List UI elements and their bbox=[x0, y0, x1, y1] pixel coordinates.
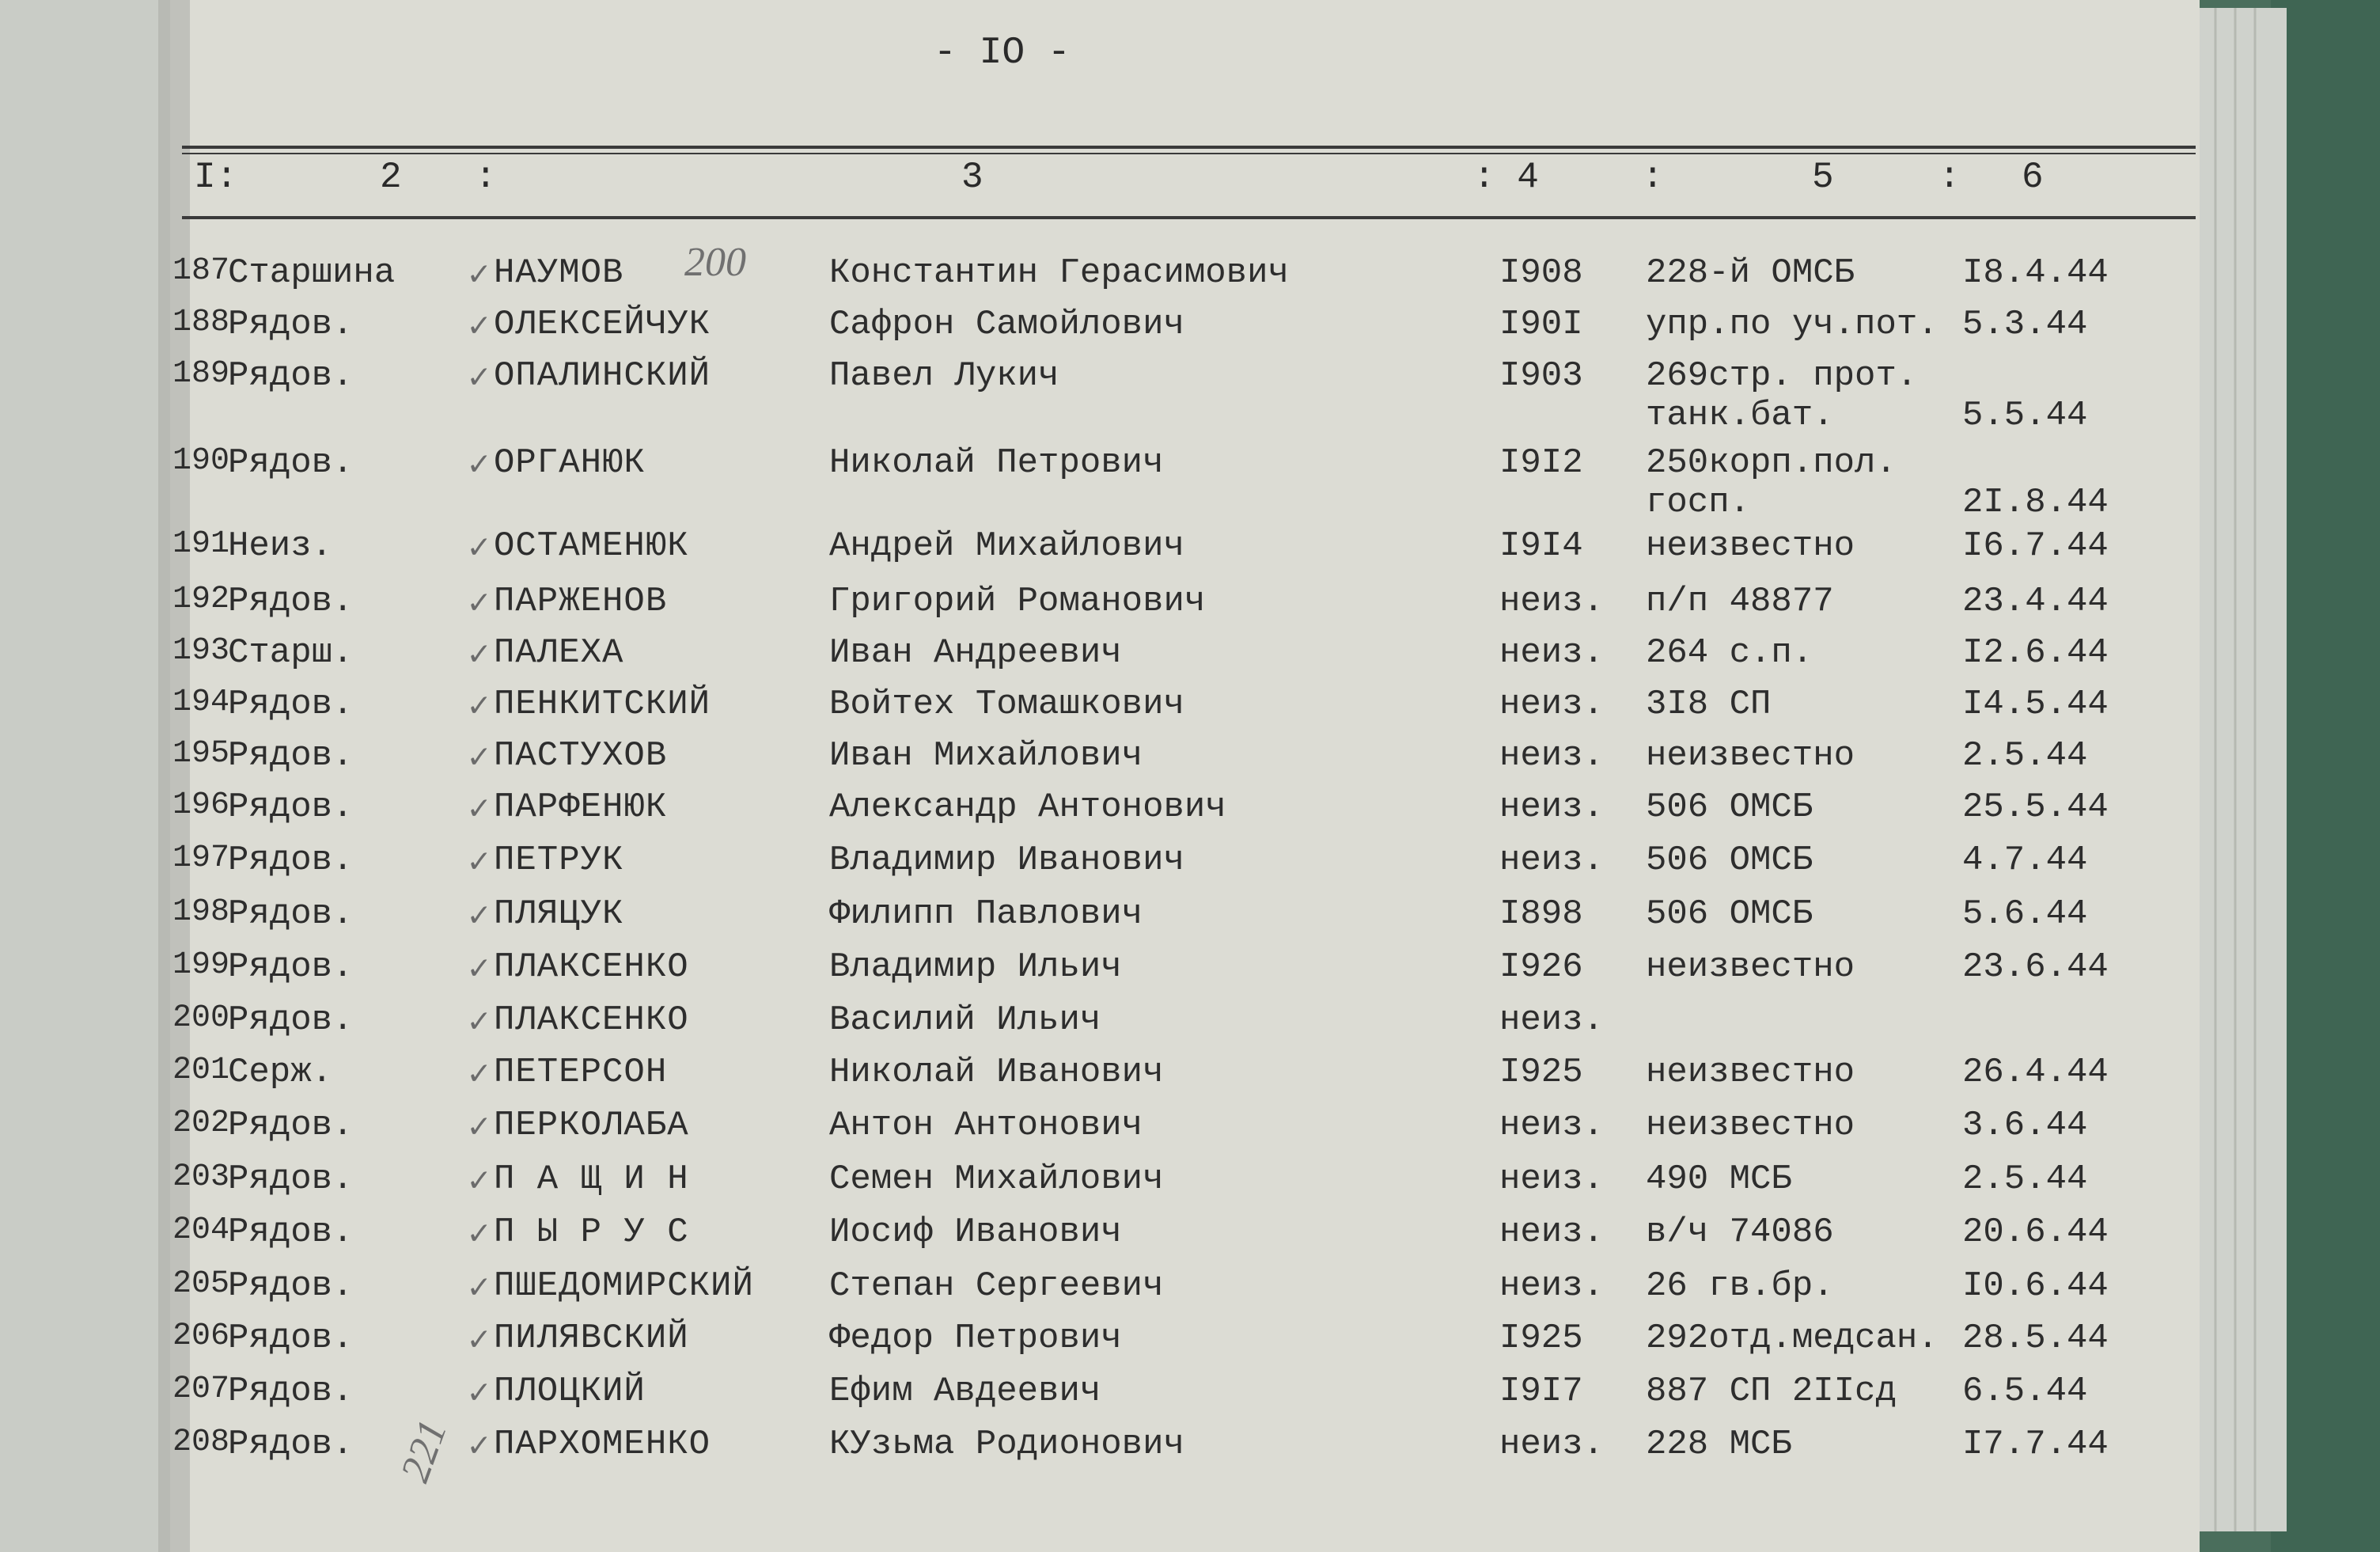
table-row bbox=[0, 736, 2215, 791]
checkmark-icon: ✓ bbox=[468, 308, 490, 347]
checkmark-icon: ✓ bbox=[468, 688, 490, 727]
date-cell: 2.5.44 bbox=[1962, 736, 2088, 776]
birth-year-cell: неиз. bbox=[1499, 1106, 1605, 1145]
table-row bbox=[0, 1319, 2215, 1374]
birth-year-cell: неиз. bbox=[1499, 1212, 1605, 1252]
table-row bbox=[0, 526, 2215, 582]
rank-cell: Рядов. bbox=[228, 1372, 354, 1411]
table-row bbox=[0, 947, 2215, 1003]
rank-cell: Рядов. bbox=[228, 787, 354, 827]
handwritten-note-bottom: 221 bbox=[392, 1414, 457, 1488]
record-number: 188 bbox=[172, 305, 230, 340]
record-number: 198 bbox=[172, 894, 230, 930]
rank-cell: Рядов. bbox=[228, 443, 354, 483]
unit-cell: 887 СП 2IIсд bbox=[1646, 1372, 1897, 1411]
unit-cell: 506 ОМСБ bbox=[1646, 894, 1813, 934]
unit-cell: в/ч 74086 bbox=[1646, 1212, 1834, 1252]
checkmark-icon: ✓ bbox=[468, 1216, 490, 1255]
record-number: 194 bbox=[172, 685, 230, 720]
unit-cell: неизвестно bbox=[1646, 1053, 1855, 1092]
date-cell: 26.4.44 bbox=[1962, 1053, 2109, 1092]
rank-cell: Серж. bbox=[228, 1053, 333, 1092]
record-number: 196 bbox=[172, 787, 230, 823]
birth-year-cell: I9I4 bbox=[1499, 526, 1583, 566]
table-row bbox=[0, 1425, 2215, 1480]
rank-cell: Рядов. bbox=[228, 1319, 354, 1358]
surname-cell: ПЛАКСЕНКО bbox=[494, 1000, 689, 1040]
checkmark-icon: ✓ bbox=[468, 256, 490, 296]
checkmark-icon: ✓ bbox=[468, 1375, 490, 1414]
record-number: 199 bbox=[172, 947, 230, 983]
birth-year-cell: I925 bbox=[1499, 1053, 1583, 1092]
record-number: 205 bbox=[172, 1266, 230, 1302]
record-number: 206 bbox=[172, 1319, 230, 1354]
column-header-separator: : bbox=[475, 157, 497, 198]
birth-year-cell: I898 bbox=[1499, 894, 1583, 934]
column-header-5: 5 bbox=[1812, 157, 1834, 198]
rank-cell: Рядов. bbox=[228, 841, 354, 880]
surname-cell: ОПАЛИНСКИЙ bbox=[494, 356, 711, 396]
date-cell: 2.5.44 bbox=[1962, 1159, 2088, 1199]
birth-year-cell: I908 bbox=[1499, 253, 1583, 293]
surname-cell: ПЕРКОЛАБА bbox=[494, 1106, 689, 1145]
rank-cell: Рядов. bbox=[228, 1000, 354, 1040]
surname-cell: ОСТАМЕНЮК bbox=[494, 526, 689, 566]
record-number: 187 bbox=[172, 253, 230, 289]
unit-cell: 490 МСБ bbox=[1646, 1159, 1792, 1199]
birth-year-cell: I9I7 bbox=[1499, 1372, 1583, 1411]
date-cell: 5.3.44 bbox=[1962, 305, 2088, 344]
unit-cell: 228 МСБ bbox=[1646, 1425, 1792, 1464]
birth-year-cell: неиз. bbox=[1499, 1425, 1605, 1464]
checkmark-icon: ✓ bbox=[468, 446, 490, 486]
surname-cell: ПЛЯЦУК bbox=[494, 894, 624, 934]
date-cell: I0.6.44 bbox=[1962, 1266, 2109, 1306]
given-name-cell: Николай Иванович bbox=[829, 1053, 1164, 1092]
checkmark-icon: ✓ bbox=[468, 1269, 490, 1309]
birth-year-cell: неиз. bbox=[1499, 1266, 1605, 1306]
table-row bbox=[0, 356, 2215, 435]
surname-cell: ПЛОЦКИЙ bbox=[494, 1372, 646, 1411]
checkmark-icon: ✓ bbox=[468, 1322, 490, 1361]
record-number: 195 bbox=[172, 736, 230, 772]
given-name-cell: Степан Сергеевич bbox=[829, 1266, 1164, 1306]
date-cell: 2I.8.44 bbox=[1962, 483, 2109, 522]
surname-cell: ПАЛЕХА bbox=[494, 633, 624, 673]
given-name-cell: Семен Михайлович bbox=[829, 1159, 1164, 1199]
surname-cell: П А Щ И Н bbox=[494, 1159, 689, 1199]
unit-cell: неизвестно bbox=[1646, 526, 1855, 566]
table-row bbox=[0, 787, 2215, 843]
birth-year-cell: неиз. bbox=[1499, 1159, 1605, 1199]
given-name-cell: Николай Петрович bbox=[829, 443, 1164, 483]
date-cell: 3.6.44 bbox=[1962, 1106, 2088, 1145]
column-header-2: 2 bbox=[380, 157, 402, 198]
birth-year-cell: неиз. bbox=[1499, 787, 1605, 827]
checkmark-icon: ✓ bbox=[468, 1109, 490, 1148]
surname-cell: ПЕНКИТСКИЙ bbox=[494, 685, 711, 724]
surname-cell: ОЛЕКСЕЙЧУК bbox=[494, 305, 711, 344]
given-name-cell: Антон Антонович bbox=[829, 1106, 1143, 1145]
birth-year-cell: неиз. bbox=[1499, 736, 1605, 776]
surname-cell: ПАРЖЕНОВ bbox=[494, 582, 668, 621]
rank-cell: Рядов. bbox=[228, 685, 354, 724]
column-header-3: 3 bbox=[961, 157, 983, 198]
table-row bbox=[0, 633, 2215, 689]
handwritten-note-top: 200 bbox=[684, 240, 746, 285]
record-number: 202 bbox=[172, 1106, 230, 1141]
checkmark-icon: ✓ bbox=[468, 636, 490, 676]
table-row bbox=[0, 305, 2215, 360]
record-number: 189 bbox=[172, 356, 230, 392]
unit-cell: 250корп.пол. bbox=[1646, 443, 1897, 483]
date-cell: I6.7.44 bbox=[1962, 526, 2109, 566]
unit-cell: 228-й ОМСБ bbox=[1646, 253, 1855, 293]
given-name-cell: Владимир Ильич bbox=[829, 947, 1122, 987]
checkmark-icon: ✓ bbox=[468, 739, 490, 779]
birth-year-cell: I903 bbox=[1499, 356, 1583, 396]
table-row bbox=[0, 1053, 2215, 1108]
given-name-cell: Владимир Иванович bbox=[829, 841, 1184, 880]
date-cell: 25.5.44 bbox=[1962, 787, 2109, 827]
given-name-cell: Андрей Михайлович bbox=[829, 526, 1184, 566]
column-header-4: : 4 bbox=[1473, 157, 1539, 198]
rank-cell: Рядов. bbox=[228, 305, 354, 344]
unit-cell: 269стр. прот. bbox=[1646, 356, 1918, 396]
date-cell: I7.7.44 bbox=[1962, 1425, 2109, 1464]
unit-cell: упр.по уч.пот. bbox=[1646, 305, 1938, 344]
surname-cell: ПАРХОМЕНКО bbox=[494, 1425, 711, 1464]
column-header-6: 6 bbox=[2022, 157, 2044, 198]
rank-cell: Рядов. bbox=[228, 894, 354, 934]
record-number: 208 bbox=[172, 1425, 230, 1460]
rank-cell: Старшина bbox=[228, 253, 396, 293]
rank-cell: Старш. bbox=[228, 633, 354, 673]
date-cell: 4.7.44 bbox=[1962, 841, 2088, 880]
given-name-cell: КУзьма Родионович bbox=[829, 1425, 1184, 1464]
checkmark-icon: ✓ bbox=[468, 951, 490, 990]
surname-cell: ПШЕДОМИРСКИЙ bbox=[494, 1266, 754, 1306]
date-cell: I2.6.44 bbox=[1962, 633, 2109, 673]
given-name-cell: Константин Герасимович bbox=[829, 253, 1289, 293]
given-name-cell: Василий Ильич bbox=[829, 1000, 1101, 1040]
birth-year-cell: неиз. bbox=[1499, 633, 1605, 673]
date-cell: I8.4.44 bbox=[1962, 253, 2109, 293]
unit-cell: п/п 48877 bbox=[1646, 582, 1834, 621]
record-number: 197 bbox=[172, 841, 230, 876]
rank-cell: Рядов. bbox=[228, 1266, 354, 1306]
column-header-separator: : bbox=[1938, 157, 1961, 198]
table-row bbox=[0, 685, 2215, 740]
page-number: - IO - bbox=[934, 32, 1071, 74]
table-row bbox=[0, 443, 2215, 522]
given-name-cell: Сафрон Самойлович bbox=[829, 305, 1184, 344]
surname-cell: НАУМОВ bbox=[494, 253, 624, 293]
date-cell: 5.6.44 bbox=[1962, 894, 2088, 934]
birth-year-cell: I90I bbox=[1499, 305, 1583, 344]
record-number: 203 bbox=[172, 1159, 230, 1195]
rank-cell: Рядов. bbox=[228, 1106, 354, 1145]
record-number: 192 bbox=[172, 582, 230, 617]
column-header-1: I: bbox=[194, 157, 238, 198]
record-number: 207 bbox=[172, 1372, 230, 1407]
unit-cell: 506 ОМСБ bbox=[1646, 841, 1813, 880]
rank-cell: Рядов. bbox=[228, 1212, 354, 1252]
given-name-cell: Иосиф Иванович bbox=[829, 1212, 1122, 1252]
unit-cell: неизвестно bbox=[1646, 736, 1855, 776]
table-row bbox=[0, 582, 2215, 637]
date-cell: 23.6.44 bbox=[1962, 947, 2109, 987]
date-cell: I4.5.44 bbox=[1962, 685, 2109, 724]
rank-cell: Рядов. bbox=[228, 736, 354, 776]
date-cell: 28.5.44 bbox=[1962, 1319, 2109, 1358]
given-name-cell: Войтех Томашкович bbox=[829, 685, 1184, 724]
checkmark-icon: ✓ bbox=[468, 844, 490, 883]
surname-cell: П Ы Р У С bbox=[494, 1212, 689, 1252]
table-row bbox=[0, 894, 2215, 950]
rank-cell: Неиз. bbox=[228, 526, 333, 566]
rank-cell: Рядов. bbox=[228, 947, 354, 987]
given-name-cell: Иван Михайлович bbox=[829, 736, 1143, 776]
birth-year-cell: неиз. bbox=[1499, 582, 1605, 621]
unit-cell: неизвестно bbox=[1646, 947, 1855, 987]
surname-cell: ПЕТЕРСОН bbox=[494, 1053, 668, 1092]
unit-cell: 26 гв.бр. bbox=[1646, 1266, 1834, 1306]
date-cell: 6.5.44 bbox=[1962, 1372, 2088, 1411]
record-number: 193 bbox=[172, 633, 230, 669]
given-name-cell: Павел Лукич bbox=[829, 356, 1059, 396]
birth-year-cell: неиз. bbox=[1499, 685, 1605, 724]
unit-cell: 506 ОМСБ bbox=[1646, 787, 1813, 827]
surname-cell: ПАСТУХОВ bbox=[494, 736, 668, 776]
birth-year-cell: I926 bbox=[1499, 947, 1583, 987]
unit-cell: 292отд.медсан. bbox=[1646, 1319, 1938, 1358]
record-number: 190 bbox=[172, 443, 230, 479]
unit-cell: 264 с.п. bbox=[1646, 633, 1813, 673]
table-row bbox=[0, 1372, 2215, 1427]
given-name-cell: Александр Антонович bbox=[829, 787, 1226, 827]
unit-cell: 3I8 СП bbox=[1646, 685, 1772, 724]
checkmark-icon: ✓ bbox=[468, 1004, 490, 1043]
rank-cell: Рядов. bbox=[228, 356, 354, 396]
unit-cell-continuation: танк.бат. bbox=[1646, 396, 1834, 435]
record-number: 200 bbox=[172, 1000, 230, 1036]
table-row bbox=[0, 1212, 2215, 1268]
record-number: 191 bbox=[172, 526, 230, 562]
birth-year-cell: I925 bbox=[1499, 1319, 1583, 1358]
date-cell: 23.4.44 bbox=[1962, 582, 2109, 621]
surname-cell: ПАРФЕНЮК bbox=[494, 787, 668, 827]
table-row bbox=[0, 253, 2215, 309]
checkmark-icon: ✓ bbox=[468, 791, 490, 830]
checkmark-icon: ✓ bbox=[468, 529, 490, 569]
birth-year-cell: I9I2 bbox=[1499, 443, 1583, 483]
checkmark-icon: ✓ bbox=[468, 1428, 490, 1467]
date-cell: 20.6.44 bbox=[1962, 1212, 2109, 1252]
rank-cell: Рядов. bbox=[228, 582, 354, 621]
table-row bbox=[0, 1266, 2215, 1322]
birth-year-cell: неиз. bbox=[1499, 1000, 1605, 1040]
surname-cell: ПЛАКСЕНКО bbox=[494, 947, 689, 987]
given-name-cell: Ефим Авдеевич bbox=[829, 1372, 1101, 1411]
checkmark-icon: ✓ bbox=[468, 585, 490, 624]
given-name-cell: Григорий Романович bbox=[829, 582, 1206, 621]
surname-cell: ПИЛЯВСКИЙ bbox=[494, 1319, 689, 1358]
given-name-cell: Филипп Павлович bbox=[829, 894, 1143, 934]
surname-cell: ОРГАНЮК bbox=[494, 443, 646, 483]
checkmark-icon: ✓ bbox=[468, 1163, 490, 1202]
checkmark-icon: ✓ bbox=[468, 359, 490, 399]
unit-cell: неизвестно bbox=[1646, 1106, 1855, 1145]
given-name-cell: Федор Петрович bbox=[829, 1319, 1122, 1358]
surname-cell: ПЕТРУК bbox=[494, 841, 624, 880]
checkmark-icon: ✓ bbox=[468, 1056, 490, 1095]
birth-year-cell: неиз. bbox=[1499, 841, 1605, 880]
record-number: 201 bbox=[172, 1053, 230, 1088]
unit-cell-continuation: госп. bbox=[1646, 483, 1751, 522]
column-header-separator: : bbox=[1642, 157, 1664, 198]
rank-cell: Рядов. bbox=[228, 1425, 354, 1464]
table-row bbox=[0, 1000, 2215, 1056]
date-cell: 5.5.44 bbox=[1962, 396, 2088, 435]
given-name-cell: Иван Андреевич bbox=[829, 633, 1122, 673]
table-row bbox=[0, 841, 2215, 896]
record-number: 204 bbox=[172, 1212, 230, 1248]
table-row bbox=[0, 1159, 2215, 1215]
checkmark-icon: ✓ bbox=[468, 897, 490, 937]
rank-cell: Рядов. bbox=[228, 1159, 354, 1199]
table-row bbox=[0, 1106, 2215, 1161]
